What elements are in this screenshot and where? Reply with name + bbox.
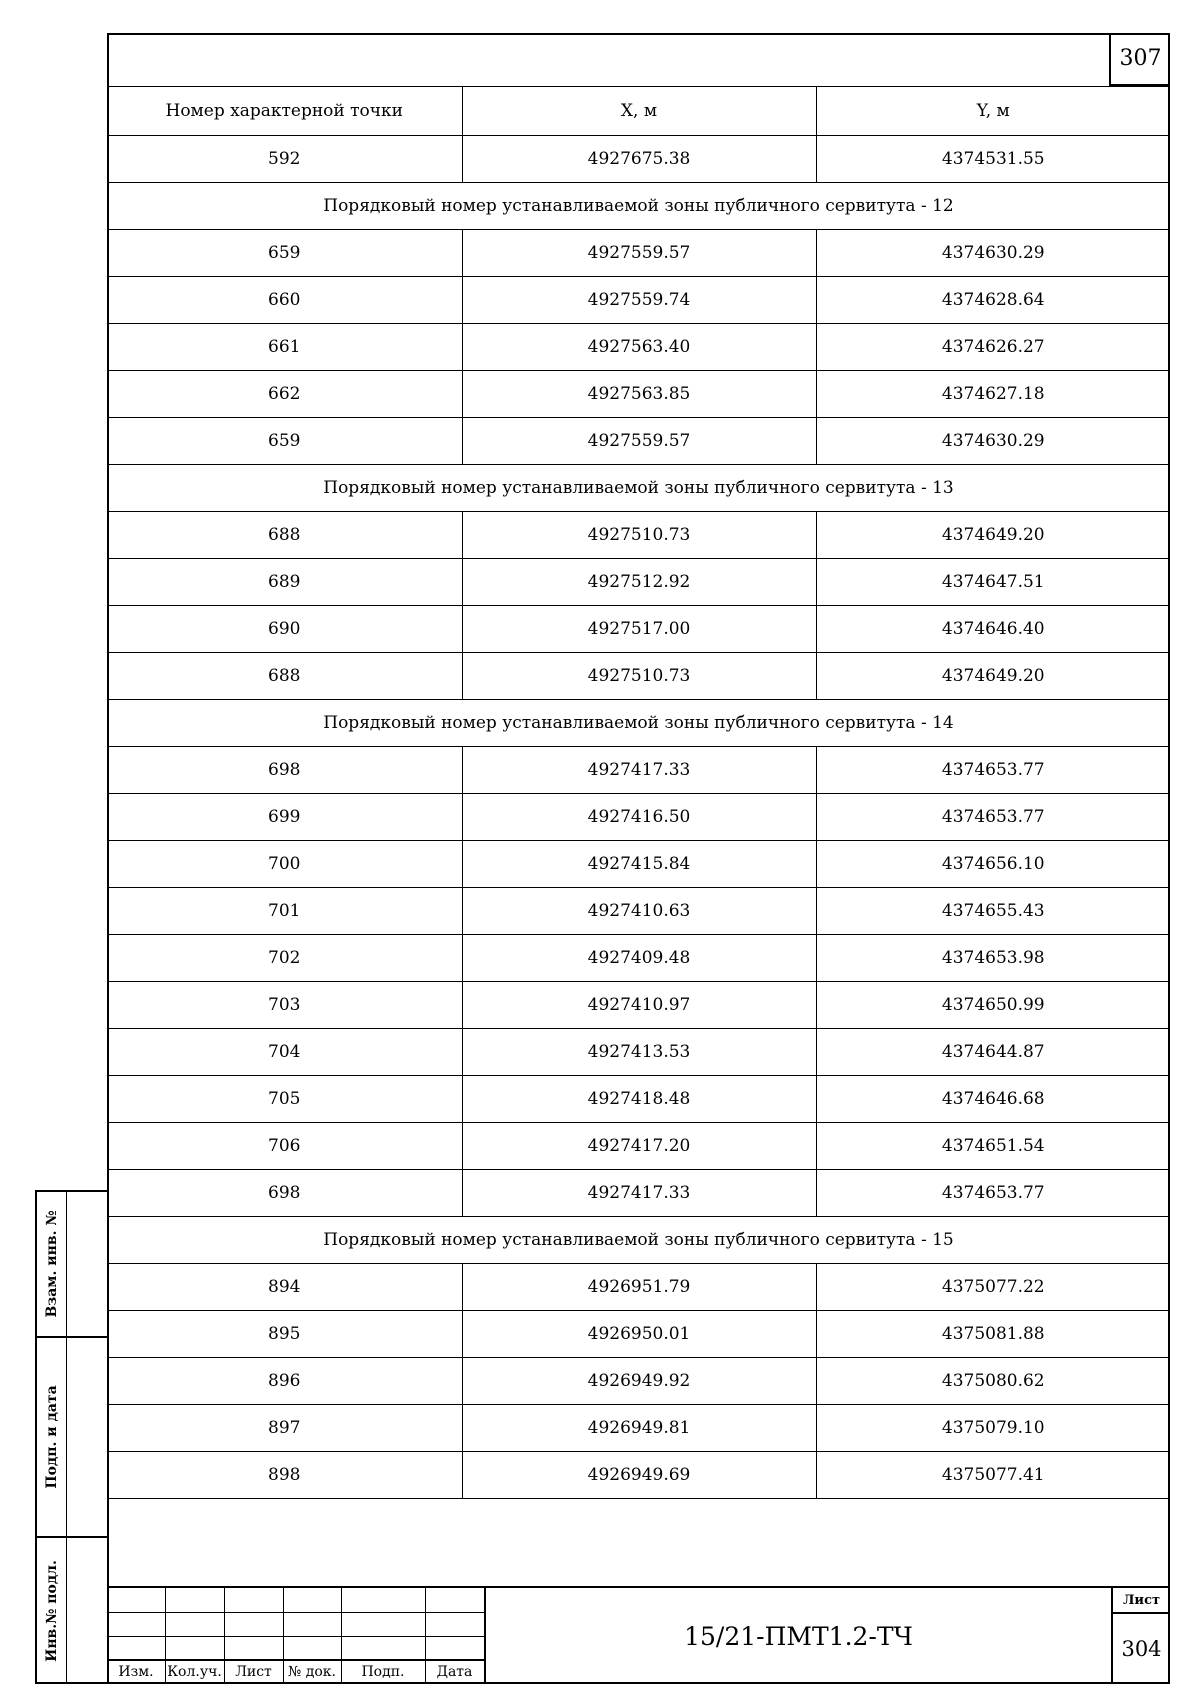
y-cell: 4374656.10 <box>816 841 1170 888</box>
side-cell-sign-date <box>37 1338 109 1538</box>
x-cell: 4927563.85 <box>462 371 816 418</box>
point-number-cell: 698 <box>107 747 462 794</box>
section-row <box>107 465 1170 512</box>
y-cell: 4374630.29 <box>816 230 1170 277</box>
revision-grid <box>107 1588 484 1684</box>
table-row <box>107 1170 1170 1217</box>
sheet-label: Лист <box>1113 1588 1170 1614</box>
x-cell: 4927510.73 <box>462 653 816 700</box>
x-cell: 4927517.00 <box>462 606 816 653</box>
point-number-cell: 662 <box>107 371 462 418</box>
point-number-cell: 659 <box>107 418 462 465</box>
table-row <box>107 559 1170 606</box>
table-row <box>107 1264 1170 1311</box>
y-cell: 4375080.62 <box>816 1358 1170 1405</box>
table-row <box>107 1029 1170 1076</box>
y-cell: 4375077.22 <box>816 1264 1170 1311</box>
point-number-cell: 688 <box>107 512 462 559</box>
point-number-cell: 699 <box>107 794 462 841</box>
table-row <box>107 653 1170 700</box>
section-title: Порядковый номер устанавливаемой зоны публичного сервитута - 14 <box>107 700 1170 747</box>
y-cell: 4374626.27 <box>816 324 1170 371</box>
x-cell: 4927510.73 <box>462 512 816 559</box>
x-cell: 4926949.69 <box>462 1452 816 1499</box>
document-code: 15/21-ПМТ1.2-ТЧ <box>484 1588 1111 1684</box>
x-cell: 4927417.20 <box>462 1123 816 1170</box>
point-number-cell: 688 <box>107 653 462 700</box>
point-number-cell: 690 <box>107 606 462 653</box>
point-number-cell: 698 <box>107 1170 462 1217</box>
side-cell-inv-no <box>37 1538 109 1684</box>
table-row <box>107 230 1170 277</box>
point-number-cell: 704 <box>107 1029 462 1076</box>
section-title: Порядковый номер устанавливаемой зоны публичного сервитута - 15 <box>107 1217 1170 1264</box>
table-header-row <box>107 87 1170 136</box>
y-cell: 4374653.77 <box>816 794 1170 841</box>
sheet-number: 304 <box>1121 1637 1162 1661</box>
table-row <box>107 277 1170 324</box>
x-cell: 4927417.33 <box>462 1170 816 1217</box>
x-cell: 4927409.48 <box>462 935 816 982</box>
point-number-cell: 700 <box>107 841 462 888</box>
y-cell: 4374653.77 <box>816 747 1170 794</box>
coordinates-table <box>107 86 1170 1499</box>
y-cell: 4374644.87 <box>816 1029 1170 1076</box>
table-row <box>107 512 1170 559</box>
table-row <box>107 841 1170 888</box>
table-row <box>107 1076 1170 1123</box>
x-cell: 4927563.40 <box>462 324 816 371</box>
table-row <box>107 935 1170 982</box>
point-number-cell: 895 <box>107 1311 462 1358</box>
x-cell: 4927415.84 <box>462 841 816 888</box>
point-number-cell: 705 <box>107 1076 462 1123</box>
point-number-cell: 660 <box>107 277 462 324</box>
y-cell: 4374531.55 <box>816 136 1170 183</box>
x-cell: 4926950.01 <box>462 1311 816 1358</box>
y-cell: 4374653.77 <box>816 1170 1170 1217</box>
y-cell: 4375079.10 <box>816 1405 1170 1452</box>
y-cell: 4374650.99 <box>816 982 1170 1029</box>
x-cell: 4927675.38 <box>462 136 816 183</box>
x-cell: 4927512.92 <box>462 559 816 606</box>
table-row <box>107 606 1170 653</box>
side-cell-ref-inv <box>37 1192 109 1338</box>
y-cell: 4374653.98 <box>816 935 1170 982</box>
header-x: X, м <box>462 87 816 136</box>
y-cell: 4374647.51 <box>816 559 1170 606</box>
page-number: 307 <box>1109 33 1170 86</box>
y-cell: 4375081.88 <box>816 1311 1170 1358</box>
y-cell: 4374646.68 <box>816 1076 1170 1123</box>
x-cell: 4927559.74 <box>462 277 816 324</box>
tb-label-sign: Подп. <box>361 1664 405 1680</box>
x-cell: 4927410.97 <box>462 982 816 1029</box>
point-number-cell: 897 <box>107 1405 462 1452</box>
table-row <box>107 1311 1170 1358</box>
point-number-cell: 689 <box>107 559 462 606</box>
sheet-box <box>1111 1588 1170 1684</box>
tb-label-izm: Изм. <box>118 1664 154 1680</box>
tb-label-doc-no: № док. <box>288 1664 336 1680</box>
table-row <box>107 1405 1170 1452</box>
y-cell: 4375077.41 <box>816 1452 1170 1499</box>
table-row <box>107 324 1170 371</box>
y-cell: 4374649.20 <box>816 653 1170 700</box>
table-row <box>107 888 1170 935</box>
header-point-number: Номер характерной точки <box>107 87 462 136</box>
table-row <box>107 1452 1170 1499</box>
x-cell: 4927559.57 <box>462 230 816 277</box>
section-row <box>107 183 1170 230</box>
point-number-cell: 702 <box>107 935 462 982</box>
x-cell: 4926949.92 <box>462 1358 816 1405</box>
x-cell: 4926951.79 <box>462 1264 816 1311</box>
x-cell: 4927416.50 <box>462 794 816 841</box>
point-number-cell: 703 <box>107 982 462 1029</box>
point-number-cell: 701 <box>107 888 462 935</box>
y-cell: 4374655.43 <box>816 888 1170 935</box>
table-row <box>107 794 1170 841</box>
table-row <box>107 1123 1170 1170</box>
point-number-cell: 592 <box>107 136 462 183</box>
table-row <box>107 982 1170 1029</box>
x-cell: 4926949.81 <box>462 1405 816 1452</box>
point-number-cell: 661 <box>107 324 462 371</box>
section-row <box>107 1217 1170 1264</box>
section-title: Порядковый номер устанавливаемой зоны публичного сервитута - 12 <box>107 183 1170 230</box>
x-cell: 4927413.53 <box>462 1029 816 1076</box>
section-title: Порядковый номер устанавливаемой зоны публичного сервитута - 13 <box>107 465 1170 512</box>
table-row <box>107 1358 1170 1405</box>
header-y: Y, м <box>816 87 1170 136</box>
table-row <box>107 371 1170 418</box>
y-cell: 4374649.20 <box>816 512 1170 559</box>
title-block <box>107 1586 1170 1684</box>
point-number-cell: 896 <box>107 1358 462 1405</box>
point-number-cell: 898 <box>107 1452 462 1499</box>
side-label-inv-no: Инв.№ подл. <box>43 1560 60 1662</box>
table-row <box>107 747 1170 794</box>
tb-label-date: Дата <box>436 1664 473 1680</box>
point-number-cell: 894 <box>107 1264 462 1311</box>
table-row <box>107 136 1170 183</box>
point-number-cell: 659 <box>107 230 462 277</box>
tb-label-kol-uch: Кол.уч. <box>167 1664 222 1680</box>
side-label-sign-date: Подп. и дата <box>43 1385 60 1489</box>
y-cell: 4374627.18 <box>816 371 1170 418</box>
side-stamp <box>35 1190 107 1684</box>
table-row <box>107 418 1170 465</box>
x-cell: 4927559.57 <box>462 418 816 465</box>
tb-label-list: Лист <box>235 1664 272 1680</box>
x-cell: 4927418.48 <box>462 1076 816 1123</box>
y-cell: 4374646.40 <box>816 606 1170 653</box>
y-cell: 4374630.29 <box>816 418 1170 465</box>
x-cell: 4927410.63 <box>462 888 816 935</box>
y-cell: 4374651.54 <box>816 1123 1170 1170</box>
x-cell: 4927417.33 <box>462 747 816 794</box>
section-row <box>107 700 1170 747</box>
side-label-ref-inv: Взам. инв. № <box>43 1210 60 1318</box>
point-number-cell: 706 <box>107 1123 462 1170</box>
y-cell: 4374628.64 <box>816 277 1170 324</box>
